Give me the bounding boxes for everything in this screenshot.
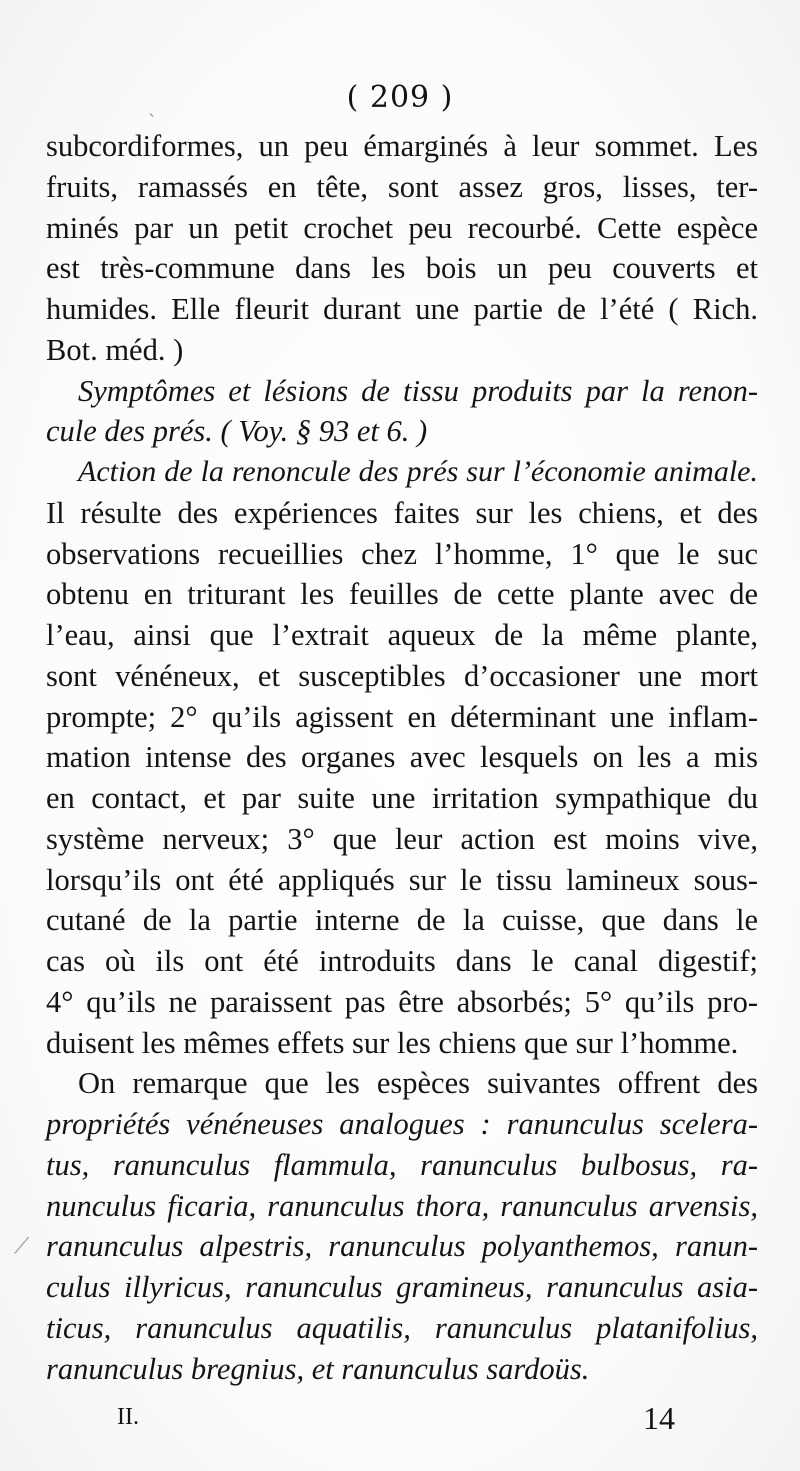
text-line: obtenu en triturant les feuilles de cette plante avec de [46, 577, 758, 612]
section-heading: cule des prés. ( Voy. § 93 et 6. ) [46, 414, 428, 449]
text-line: cas où ils ont été introduits dans le canal digestif; [46, 944, 758, 978]
text-line: Il résulte des expériences faites sur les chiens, et des [46, 495, 758, 530]
text-line: l’eau, ainsi que l’extrait aqueux de la même plante, [46, 618, 758, 652]
volume-signature: II. [117, 1404, 139, 1430]
text-line: système nerveux; 3° que leur action est moins vive, [46, 821, 758, 856]
citation-line: Bot. méd. ) [46, 332, 184, 367]
text-line: minés par un petit crochet peu recourbé. Cette espèce [46, 210, 758, 245]
body-text [46, 126, 758, 1389]
text-line: en contact, et par suite une irritation sympathique du [46, 781, 758, 815]
text-line: cutané de la partie interne de la cuisse, que dans le [46, 903, 758, 938]
ink-speck: ˏ [148, 93, 156, 118]
text-line: prompte; 2° qu’ils agissent en déterminant une inflam- [46, 699, 758, 734]
text-line: subcordiformes, un peu émarginés à leur sommet. Les [46, 129, 758, 163]
species-list-line: culus illyricus, ranunculus gramineus, ranunculus asia- [46, 1270, 758, 1304]
pencil-mark-icon: ⟋ [14, 1234, 30, 1259]
text-line: sont vénéneux, et susceptibles d’occasioner une mort [46, 658, 758, 693]
text-line: duisent les mêmes effets sur les chiens que sur l’homme. [46, 1025, 739, 1060]
page-footer [0, 1400, 800, 1444]
text-line: 4° qu’ils ne paraissent pas être absorbés; 5° qu’ils pro- [46, 984, 758, 1019]
text-line: On remarque que les espèces suivantes offrent des [78, 1066, 758, 1101]
text-line: lorsqu’ils ont été appliqués sur le tissu lamineux sous- [46, 862, 758, 897]
species-list-line: tus, ranunculus flammula, ranunculus bulbosus, ra- [46, 1147, 758, 1182]
species-list-line: ranunculus alpestris, ranunculus polyanthemos, ranun- [46, 1229, 758, 1264]
text-line: mation intense des organes avec lesquels on les a mis [46, 740, 758, 775]
text-line: observations recueillies chez l’homme, 1° que le suc [46, 536, 758, 571]
species-list-line: ticus, ranunculus aquatilis, ranunculus platanifolius, [46, 1310, 758, 1345]
section-heading: Action de la renoncule des prés sur l’économie animale. [78, 455, 758, 488]
text-line: humides. Elle fleurit durant une partie de l’été ( Rich. [46, 292, 758, 326]
section-heading: Symptômes et lésions de tissu produits par la renon- [78, 373, 758, 408]
page-number: ( 209 ) [346, 80, 454, 115]
species-list-line: nunculus ficaria, ranunculus thora, ranunculus arvensis, [46, 1188, 758, 1223]
text-line: fruits, ramassés en tête, sont assez gros, lisses, ter- [46, 169, 758, 204]
species-list-line: propriétés vénéneuses analogues : ranunculus scelera- [46, 1107, 758, 1141]
species-list-line: ranunculus bregnius, et ranunculus sardoüs. [46, 1351, 590, 1386]
text-line: est très-commune dans les bois un peu couverts et [46, 251, 758, 286]
gathering-number: 14 [643, 1400, 675, 1436]
